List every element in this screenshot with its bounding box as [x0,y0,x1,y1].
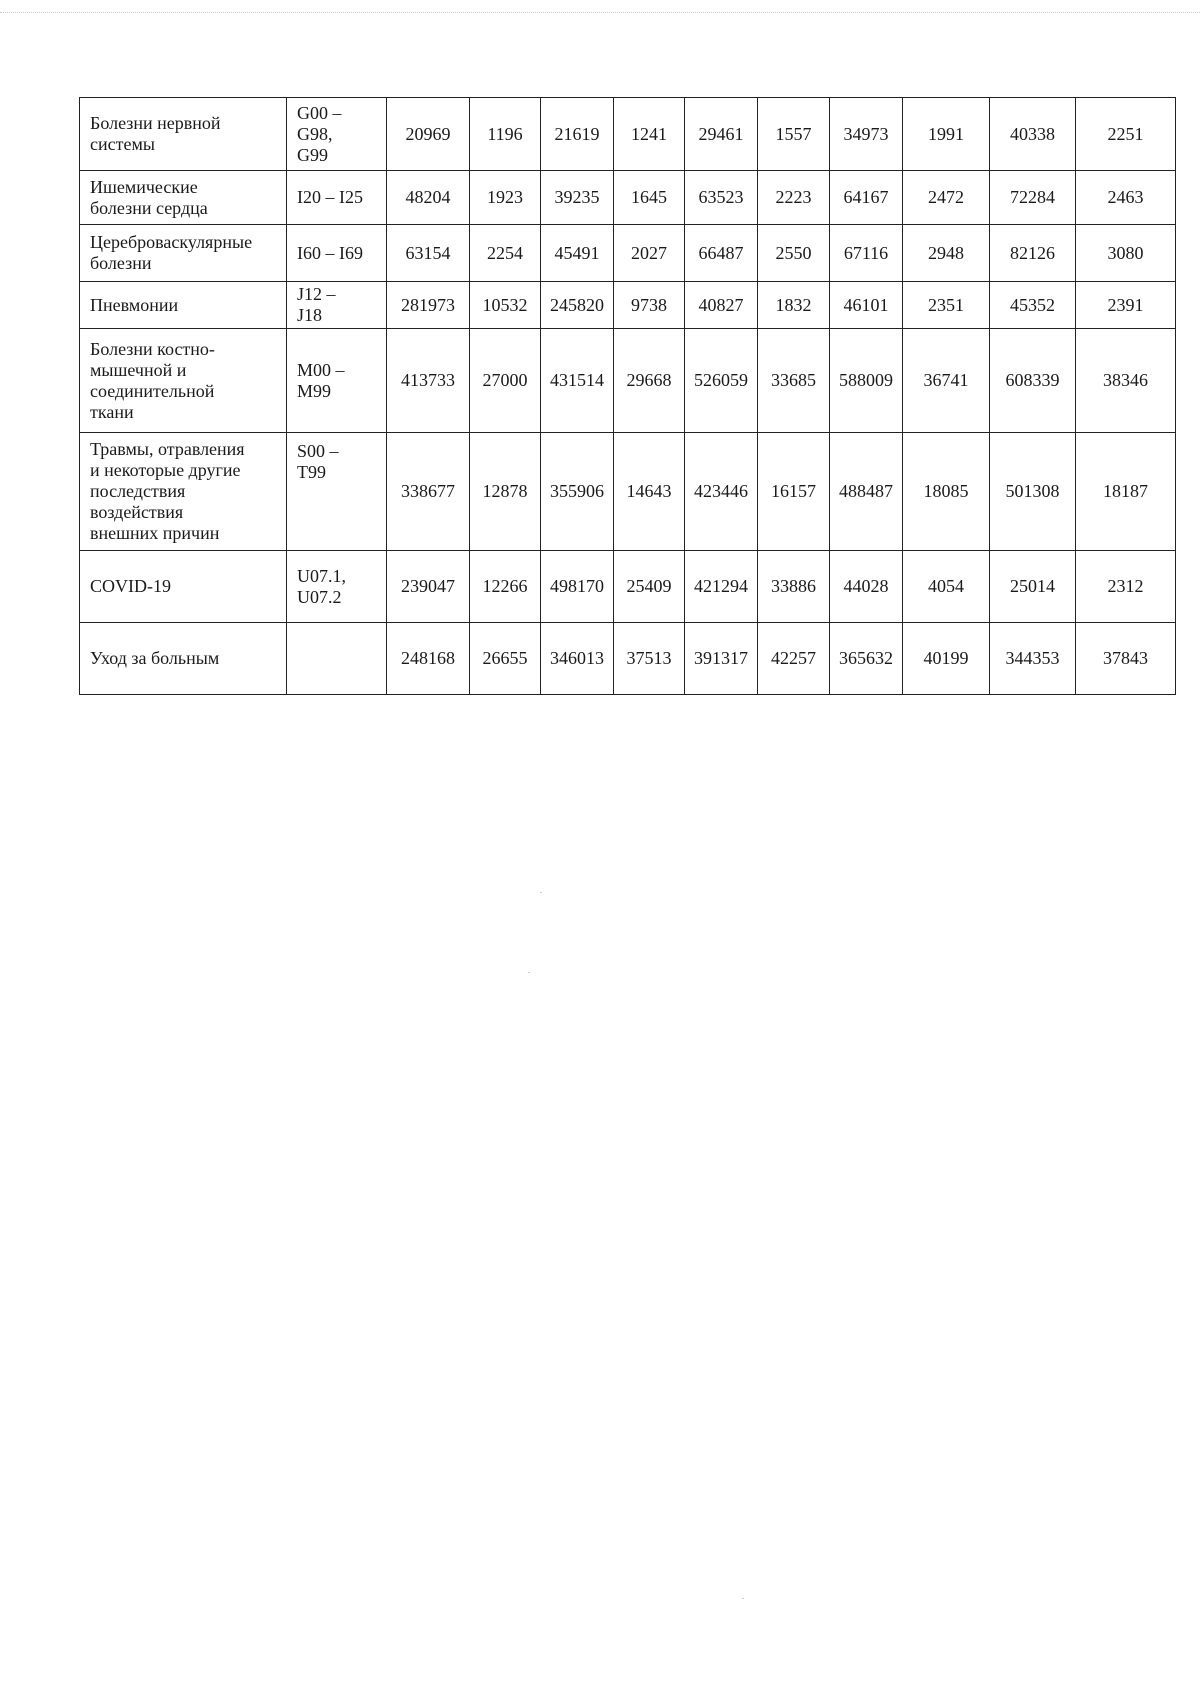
value-cell: 526059 [685,329,758,433]
morbidity-table [79,97,1176,695]
value-cell: 344353 [990,623,1076,695]
row-name: COVID-19 [90,576,171,596]
scan-speck [528,972,530,973]
row-name: Болезни нервной системы [90,113,221,154]
value-cell: 38346 [1076,329,1176,433]
table-row [80,433,1176,551]
value-cell: 498170 [541,551,614,623]
value-cell: 3080 [1076,225,1176,282]
value-cell: 18187 [1076,433,1176,551]
row-name: Ишемические болезни сердца [90,176,208,218]
scan-top-edge [0,12,1200,13]
table-row [80,551,1176,623]
table-row [80,329,1176,433]
value-cell: 18085 [903,433,990,551]
value-cell: 501308 [990,433,1076,551]
value-cell: 33886 [758,551,830,623]
row-code: S00 – T99 [297,441,339,482]
value-cell: 82126 [990,225,1076,282]
value-cell: 1991 [903,98,990,171]
value-cell: 2351 [903,282,990,329]
value-cell: 45491 [541,225,614,282]
row-name-cell [80,623,287,695]
row-code-cell [287,433,387,551]
value-cell: 2312 [1076,551,1176,623]
value-cell: 413733 [387,329,470,433]
value-cell: 40827 [685,282,758,329]
value-cell: 2948 [903,225,990,282]
row-name-cell [80,98,287,171]
table-row [80,171,1176,225]
table-row [80,225,1176,282]
value-cell: 4054 [903,551,990,623]
value-cell: 608339 [990,329,1076,433]
table-row [80,282,1176,329]
value-cell: 20969 [387,98,470,171]
row-name-cell [80,329,287,433]
value-cell: 25014 [990,551,1076,623]
value-cell: 2251 [1076,98,1176,171]
row-code-cell [287,551,387,623]
value-cell: 40199 [903,623,990,695]
value-cell: 1241 [614,98,685,171]
row-name: Цереброваскулярные болезни [90,232,253,273]
row-name: Уход за больным [90,648,220,668]
value-cell: 25409 [614,551,685,623]
value-cell: 40338 [990,98,1076,171]
row-code: U07.1, U07.2 [297,565,346,607]
value-cell: 16157 [758,433,830,551]
value-cell: 2027 [614,225,685,282]
value-cell: 421294 [685,551,758,623]
value-cell: 2463 [1076,171,1176,225]
value-cell: 1645 [614,171,685,225]
value-cell: 588009 [830,329,903,433]
row-code-cell [287,225,387,282]
value-cell: 1196 [470,98,541,171]
row-code: I20 – I25 [297,187,363,207]
value-cell: 21619 [541,98,614,171]
value-cell: 2391 [1076,282,1176,329]
value-cell: 346013 [541,623,614,695]
value-cell: 34973 [830,98,903,171]
scan-speck [742,1598,744,1599]
value-cell: 338677 [387,433,470,551]
value-cell: 9738 [614,282,685,329]
value-cell: 48204 [387,171,470,225]
value-cell: 29461 [685,98,758,171]
value-cell: 12878 [470,433,541,551]
row-code: M00 – M99 [297,359,345,401]
value-cell: 2223 [758,171,830,225]
value-cell: 45352 [990,282,1076,329]
row-code: I60 – I69 [297,242,363,263]
row-name: Пневмонии [90,294,179,315]
value-cell: 248168 [387,623,470,695]
value-cell: 27000 [470,329,541,433]
row-name-cell [80,433,287,551]
value-cell: 245820 [541,282,614,329]
value-cell: 46101 [830,282,903,329]
value-cell: 26655 [470,623,541,695]
value-cell: 1832 [758,282,830,329]
value-cell: 64167 [830,171,903,225]
value-cell: 431514 [541,329,614,433]
value-cell: 42257 [758,623,830,695]
value-cell: 10532 [470,282,541,329]
row-name: Болезни костно- мышечной и соединительной ткани [90,338,215,422]
row-name-cell [80,225,287,282]
value-cell: 355906 [541,433,614,551]
value-cell: 66487 [685,225,758,282]
value-cell: 2472 [903,171,990,225]
value-cell: 391317 [685,623,758,695]
value-cell: 72284 [990,171,1076,225]
value-cell: 281973 [387,282,470,329]
value-cell: 39235 [541,171,614,225]
row-code-cell [287,282,387,329]
table-row [80,98,1176,171]
value-cell: 29668 [614,329,685,433]
value-cell: 1557 [758,98,830,171]
value-cell: 12266 [470,551,541,623]
row-name-cell [80,282,287,329]
row-code: G00 – G98, G99 [297,102,342,165]
value-cell: 365632 [830,623,903,695]
value-cell: 2254 [470,225,541,282]
row-name-cell [80,551,287,623]
scan-speck [540,892,542,893]
value-cell: 63523 [685,171,758,225]
row-name: Травмы, отравления и некоторые другие последствия воздействия внешних причин [90,439,245,543]
value-cell: 63154 [387,225,470,282]
row-code-cell [287,171,387,225]
row-code-cell [287,623,387,695]
value-cell: 488487 [830,433,903,551]
value-cell: 67116 [830,225,903,282]
value-cell: 239047 [387,551,470,623]
value-cell: 36741 [903,329,990,433]
value-cell: 37513 [614,623,685,695]
value-cell: 2550 [758,225,830,282]
value-cell: 33685 [758,329,830,433]
row-code-cell [287,98,387,171]
value-cell: 423446 [685,433,758,551]
row-code-cell [287,329,387,433]
value-cell: 37843 [1076,623,1176,695]
value-cell: 1923 [470,171,541,225]
value-cell: 44028 [830,551,903,623]
row-code: J12 – J18 [297,284,336,325]
value-cell: 14643 [614,433,685,551]
row-name-cell [80,171,287,225]
table-row [80,623,1176,695]
